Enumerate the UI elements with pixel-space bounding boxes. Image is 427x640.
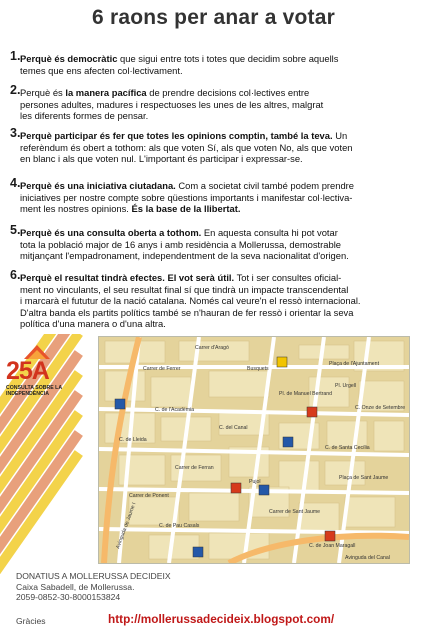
reason-text bbox=[20, 227, 420, 262]
svg-text:Plaça de Sant Jaume: Plaça de Sant Jaume bbox=[339, 475, 389, 481]
reason-item bbox=[8, 83, 420, 122]
reason-text bbox=[20, 53, 420, 76]
reason-line bbox=[20, 272, 420, 284]
map-graphic bbox=[99, 337, 409, 563]
svg-text:Avinguda de Jaume I: Avinguda de Jaume I bbox=[115, 501, 138, 550]
reason-line bbox=[20, 153, 420, 165]
reason-bold-text: Perquè és democràtic bbox=[20, 53, 118, 64]
reason-line bbox=[20, 142, 420, 154]
svg-text:C. de l'Acadèmia: C. de l'Acadèmia bbox=[155, 407, 195, 413]
svg-text:C. del Canal: C. del Canal bbox=[219, 425, 248, 431]
reason-plain-text: en blanc i als que voten nul. L'important és participar i expressar-se. bbox=[20, 153, 303, 165]
svg-text:Pl. de Manuel Bertrand: Pl. de Manuel Bertrand bbox=[279, 391, 333, 397]
reason-number: 2. bbox=[10, 83, 21, 97]
reason-item bbox=[8, 176, 420, 215]
reason-text bbox=[20, 87, 420, 122]
reason-text bbox=[20, 272, 420, 330]
reason-line bbox=[20, 99, 420, 111]
reason-number: 6. bbox=[10, 268, 21, 282]
reason-plain-text: Com a societat civil també podem prendre bbox=[175, 180, 355, 191]
donations-info bbox=[16, 571, 171, 603]
svg-text:Pujol: Pujol bbox=[249, 479, 261, 485]
svg-text:C. de Santa Cecília: C. de Santa Cecília bbox=[325, 445, 370, 451]
logo-text: 25A bbox=[6, 357, 49, 385]
reason-plain-text: que sigui entre tots i totes que decidim sobre aquells bbox=[117, 53, 339, 64]
svg-text:Busquets: Busquets bbox=[247, 366, 269, 372]
reason-line bbox=[20, 110, 420, 122]
donations-title: DONATIUS A MOLLERUSSA DECIDEIX bbox=[16, 571, 171, 581]
thanks-text: Gràcies bbox=[16, 616, 46, 626]
bank-account: 2059-0852-30-8000153824 bbox=[16, 592, 121, 603]
reason-line bbox=[20, 192, 420, 204]
reason-line bbox=[20, 239, 420, 251]
logo-subtitle: CONSULTA SOBRE LA INDEPENDÈNCIA bbox=[6, 385, 62, 397]
svg-text:Avinguda del Canal: Avinguda del Canal bbox=[345, 555, 390, 561]
page-title: 6 raons per anar a votar bbox=[92, 6, 335, 29]
svg-text:Pl. Urgell: Pl. Urgell bbox=[335, 383, 357, 389]
reason-line bbox=[20, 295, 420, 307]
reason-plain-text: Tot i ser consultes oficial- bbox=[234, 272, 342, 283]
svg-text:Carrer d'Aragó: Carrer d'Aragó bbox=[195, 345, 229, 351]
reason-bold-text: Perquè és una iniciativa ciutadana. bbox=[20, 180, 176, 191]
reason-plain-text: D'altra banda els partits polítics també se n'hauran de fer ressò i orientar la seva bbox=[20, 306, 354, 318]
reason-line bbox=[20, 130, 420, 142]
reason-bold-text: la manera pacífica bbox=[62, 87, 147, 98]
reason-line bbox=[20, 227, 420, 239]
reason-plain-text: temes que ens afecten col·lectivament. bbox=[20, 64, 183, 76]
reason-plain-text: i marcarà el fututur de la nació catalana. Només cal veure'n el ressò internacional. bbox=[20, 295, 361, 307]
reason-line bbox=[20, 65, 420, 77]
reason-bold-text: Perquè és una consulta oberta a tothom. bbox=[20, 227, 202, 238]
reason-line bbox=[20, 284, 420, 296]
reason-plain-text: ment no vinculants, el seu resultat final sí que tindrà un impacte transcendental bbox=[20, 283, 349, 295]
reason-item bbox=[8, 49, 420, 76]
reason-plain-text: Un bbox=[332, 130, 348, 141]
reason-plain-text: referèndum és obert a tothom: als que voten Sí, als que voten No, als que voten bbox=[20, 141, 353, 153]
reason-line bbox=[20, 318, 420, 330]
svg-text:Carrer de Ferrer: Carrer de Ferrer bbox=[143, 366, 181, 372]
reason-plain-text: Perquè és bbox=[20, 87, 63, 98]
reason-plain-text: persones adultes, madures i respectuoses les unes de les altres, malgrat bbox=[20, 98, 324, 110]
reason-bold-text: Perquè el resultat tindrà efectes. El vot serà útil. bbox=[20, 272, 235, 283]
reason-line bbox=[20, 53, 420, 65]
reason-item bbox=[8, 268, 420, 330]
reason-number: 5. bbox=[10, 223, 21, 237]
town-map bbox=[98, 336, 410, 564]
reason-plain-text: ment les nostres opinions. bbox=[20, 203, 132, 215]
reason-plain-text: tota la població major de 16 anys i amb residència a Mollerussa, demostrable bbox=[20, 238, 342, 250]
svg-text:C. de Joan Maragall: C. de Joan Maragall bbox=[309, 543, 356, 549]
bank-name: Caixa Sabadell, de Mollerussa. bbox=[16, 581, 135, 592]
svg-text:C. Onze de Setembre: C. Onze de Setembre bbox=[355, 405, 406, 411]
reason-text bbox=[20, 130, 420, 165]
reason-line bbox=[20, 250, 420, 262]
reason-number: 3. bbox=[10, 126, 21, 140]
reason-item bbox=[8, 126, 420, 165]
reason-line bbox=[20, 203, 420, 215]
reason-plain-text: de prendre decisions col·lectives entre bbox=[146, 87, 310, 98]
blog-link[interactable]: http://mollerussadecideix.blogspot.com/ bbox=[108, 612, 335, 626]
reason-item bbox=[8, 223, 420, 262]
reason-line bbox=[20, 180, 420, 192]
reason-plain-text: En aquesta consulta hi pot votar bbox=[201, 227, 338, 238]
reason-line bbox=[20, 307, 420, 319]
svg-text:Plaça de l'Ajuntament: Plaça de l'Ajuntament bbox=[329, 361, 380, 367]
svg-text:Carrer de Sant Jaume: Carrer de Sant Jaume bbox=[269, 509, 321, 515]
reason-number: 1. bbox=[10, 49, 21, 63]
svg-text:Carrer de Ponent: Carrer de Ponent bbox=[129, 493, 169, 499]
reason-line bbox=[20, 87, 420, 99]
svg-text:C. de Lleida: C. de Lleida bbox=[119, 437, 147, 443]
reason-bold-text: És la base de la llibertat. bbox=[131, 203, 241, 215]
reason-text bbox=[20, 180, 420, 215]
svg-text:Carrer de Ferran: Carrer de Ferran bbox=[175, 465, 214, 471]
reason-bold-text: Perquè participar és fer que totes les opinions comptin, també la teva. bbox=[20, 130, 333, 141]
reason-plain-text: iniciatives per nostre compte sobre qüestions importants i manifestar col·lectiva- bbox=[20, 191, 353, 203]
reason-number: 4. bbox=[10, 176, 21, 190]
reason-plain-text: mitjançant l'empadronament, independentment de la seva nacionalitat d'origen. bbox=[20, 250, 349, 262]
svg-text:C. de Pau Casals: C. de Pau Casals bbox=[159, 523, 200, 529]
reason-plain-text: política d'una manera o d'una altra. bbox=[20, 318, 166, 330]
reason-plain-text: les diferents formes de pensar. bbox=[20, 110, 149, 122]
